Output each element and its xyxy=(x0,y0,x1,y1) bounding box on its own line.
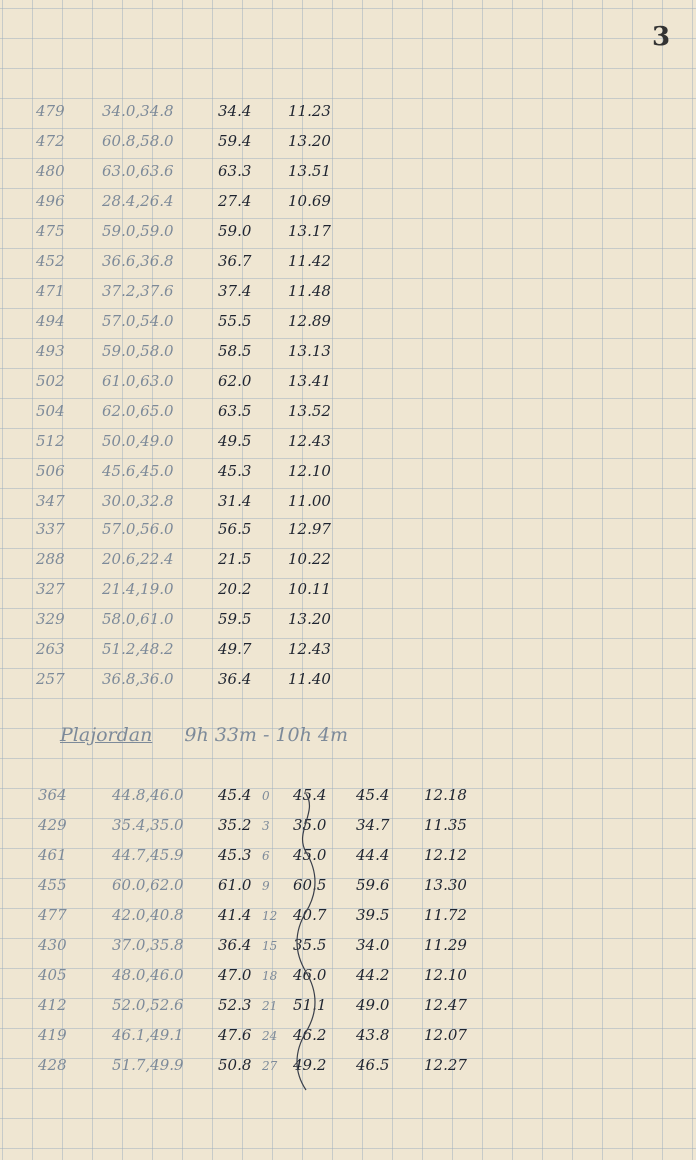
result-value: 12.27 xyxy=(424,1056,467,1074)
table-row xyxy=(0,372,696,396)
result-value: 12.12 xyxy=(424,846,467,864)
readings: 62.0,65.0 xyxy=(102,402,174,420)
specimen-id: 496 xyxy=(36,192,65,210)
specimen-id: 405 xyxy=(38,966,67,984)
result-value: 10.69 xyxy=(288,192,331,210)
mean-value: 45.4 xyxy=(218,786,252,804)
specimen-id: 480 xyxy=(36,162,65,180)
specimen-id: 475 xyxy=(36,222,65,240)
time-index: 0 xyxy=(262,789,270,803)
corrected-value: 46.0 xyxy=(293,966,327,984)
readings: 44.7,45.9 xyxy=(112,846,184,864)
readings: 51.7,49.9 xyxy=(112,1056,184,1074)
result-value: 12.47 xyxy=(424,996,467,1014)
table-row xyxy=(0,906,696,930)
result-value: 11.00 xyxy=(288,492,331,510)
result-value: 10.11 xyxy=(288,580,331,598)
specimen-id: 493 xyxy=(36,342,65,360)
readings: 51.2,48.2 xyxy=(102,640,174,658)
specimen-id: 472 xyxy=(36,132,65,150)
corrected-value: 51.1 xyxy=(293,996,327,1014)
table-row xyxy=(0,162,696,186)
corrected-value: 46.2 xyxy=(293,1026,327,1044)
readings: 36.8,36.0 xyxy=(102,670,174,688)
adjusted-value: 44.4 xyxy=(356,846,390,864)
readings: 58.0,61.0 xyxy=(102,610,174,628)
mean-value: 47.0 xyxy=(218,966,252,984)
table-row xyxy=(0,402,696,426)
table-row xyxy=(0,786,696,810)
result-value: 13.20 xyxy=(288,610,331,628)
mean-value: 63.3 xyxy=(218,162,252,180)
table-row xyxy=(0,966,696,990)
specimen-id: 452 xyxy=(36,252,65,270)
corrected-value: 35.0 xyxy=(293,816,327,834)
mean-value: 50.8 xyxy=(218,1056,252,1074)
mean-value: 37.4 xyxy=(218,282,252,300)
result-value: 11.29 xyxy=(424,936,467,954)
table-row xyxy=(0,192,696,216)
table-row xyxy=(0,996,696,1020)
readings: 60.0,62.0 xyxy=(112,876,184,894)
result-value: 11.42 xyxy=(288,252,331,270)
specimen-id: 502 xyxy=(36,372,65,390)
mean-value: 45.3 xyxy=(218,846,252,864)
mean-value: 59.0 xyxy=(218,222,252,240)
specimen-id: 327 xyxy=(36,580,65,598)
corrected-value: 45.4 xyxy=(293,786,327,804)
time-index: 12 xyxy=(262,909,278,923)
readings: 37.0,35.8 xyxy=(112,936,184,954)
result-value: 11.35 xyxy=(424,816,467,834)
adjusted-value: 39.5 xyxy=(356,906,390,924)
result-value: 12.43 xyxy=(288,640,331,658)
adjusted-value: 44.2 xyxy=(356,966,390,984)
table-row xyxy=(0,222,696,246)
table-row xyxy=(0,610,696,634)
mean-value: 49.7 xyxy=(218,640,252,658)
readings: 52.0,52.6 xyxy=(112,996,184,1014)
result-value: 12.10 xyxy=(424,966,467,984)
table-row xyxy=(0,816,696,840)
mean-value: 59.4 xyxy=(218,132,252,150)
readings: 59.0,58.0 xyxy=(102,342,174,360)
table-row xyxy=(0,252,696,276)
readings: 20.6,22.4 xyxy=(102,550,174,568)
table-row xyxy=(0,876,696,900)
table-row xyxy=(0,462,696,486)
result-value: 11.48 xyxy=(288,282,331,300)
result-value: 11.23 xyxy=(288,102,331,120)
readings: 63.0,63.6 xyxy=(102,162,174,180)
specimen-id: 504 xyxy=(36,402,65,420)
mean-value: 27.4 xyxy=(218,192,252,210)
table-row xyxy=(0,936,696,960)
result-value: 13.41 xyxy=(288,372,331,390)
table-row xyxy=(0,342,696,366)
section-heading xyxy=(60,724,348,746)
readings: 35.4,35.0 xyxy=(112,816,184,834)
mean-value: 36.4 xyxy=(218,936,252,954)
specimen-id: 329 xyxy=(36,610,65,628)
adjusted-value: 46.5 xyxy=(356,1056,390,1074)
mean-value: 47.6 xyxy=(218,1026,252,1044)
table-row xyxy=(0,102,696,126)
specimen-id: 429 xyxy=(38,816,67,834)
specimen-id: 428 xyxy=(38,1056,67,1074)
readings: 45.6,45.0 xyxy=(102,462,174,480)
readings: 60.8,58.0 xyxy=(102,132,174,150)
table-row xyxy=(0,550,696,574)
mean-value: 56.5 xyxy=(218,520,252,538)
specimen-id: 347 xyxy=(36,492,65,510)
specimen-id: 257 xyxy=(36,670,65,688)
mean-value: 55.5 xyxy=(218,312,252,330)
result-value: 11.40 xyxy=(288,670,331,688)
mean-value: 61.0 xyxy=(218,876,252,894)
specimen-id: 263 xyxy=(36,640,65,658)
adjusted-value: 49.0 xyxy=(356,996,390,1014)
table-row xyxy=(0,492,696,516)
specimen-id: 419 xyxy=(38,1026,67,1044)
mean-value: 59.5 xyxy=(218,610,252,628)
specimen-id: 477 xyxy=(38,906,67,924)
result-value: 13.20 xyxy=(288,132,331,150)
table-row xyxy=(0,432,696,456)
corrected-value: 35.5 xyxy=(293,936,327,954)
mean-value: 49.5 xyxy=(218,432,252,450)
readings: 50.0,49.0 xyxy=(102,432,174,450)
result-value: 12.89 xyxy=(288,312,331,330)
result-value: 13.52 xyxy=(288,402,331,420)
table-row xyxy=(0,132,696,156)
mean-value: 36.7 xyxy=(218,252,252,270)
specimen-id: 412 xyxy=(38,996,67,1014)
readings: 30.0,32.8 xyxy=(102,492,174,510)
result-value: 13.17 xyxy=(288,222,331,240)
mean-value: 62.0 xyxy=(218,372,252,390)
page-number: 3 xyxy=(652,22,671,52)
result-value: 11.72 xyxy=(424,906,467,924)
corrected-value: 40.7 xyxy=(293,906,327,924)
time-index: 9 xyxy=(262,879,270,893)
time-index: 3 xyxy=(262,819,270,833)
result-value: 13.30 xyxy=(424,876,467,894)
table-row xyxy=(0,580,696,604)
time-index: 6 xyxy=(262,849,270,863)
readings: 61.0,63.0 xyxy=(102,372,174,390)
result-value: 10.22 xyxy=(288,550,331,568)
readings: 46.1,49.1 xyxy=(112,1026,184,1044)
result-value: 12.10 xyxy=(288,462,331,480)
table-row xyxy=(0,520,696,544)
mean-value: 41.4 xyxy=(218,906,252,924)
readings: 42.0,40.8 xyxy=(112,906,184,924)
readings: 57.0,54.0 xyxy=(102,312,174,330)
mean-value: 58.5 xyxy=(218,342,252,360)
table-row xyxy=(0,640,696,664)
table-row xyxy=(0,282,696,306)
mean-value: 34.4 xyxy=(218,102,252,120)
specimen-id: 479 xyxy=(36,102,65,120)
adjusted-value: 59.6 xyxy=(356,876,390,894)
corrected-value: 60.5 xyxy=(293,876,327,894)
adjusted-value: 45.4 xyxy=(356,786,390,804)
specimen-id: 364 xyxy=(38,786,67,804)
adjusted-value: 43.8 xyxy=(356,1026,390,1044)
mean-value: 63.5 xyxy=(218,402,252,420)
mean-value: 31.4 xyxy=(218,492,252,510)
corrected-value: 45.0 xyxy=(293,846,327,864)
table-row xyxy=(0,846,696,870)
specimen-id: 430 xyxy=(38,936,67,954)
mean-value: 36.4 xyxy=(218,670,252,688)
table-row xyxy=(0,1056,696,1080)
readings: 28.4,26.4 xyxy=(102,192,174,210)
table-row xyxy=(0,312,696,336)
heading-time: 9h 33m - 10h 4m xyxy=(184,724,348,746)
specimen-id: 512 xyxy=(36,432,65,450)
adjusted-value: 34.7 xyxy=(356,816,390,834)
mean-value: 20.2 xyxy=(218,580,252,598)
mean-value: 21.5 xyxy=(218,550,252,568)
specimen-id: 337 xyxy=(36,520,65,538)
specimen-id: 461 xyxy=(38,846,67,864)
specimen-id: 471 xyxy=(36,282,65,300)
readings: 48.0,46.0 xyxy=(112,966,184,984)
result-value: 12.18 xyxy=(424,786,467,804)
result-value: 12.43 xyxy=(288,432,331,450)
readings: 34.0,34.8 xyxy=(102,102,174,120)
table-row xyxy=(0,670,696,694)
specimen-id: 455 xyxy=(38,876,67,894)
mean-value: 45.3 xyxy=(218,462,252,480)
specimen-id: 506 xyxy=(36,462,65,480)
readings: 57.0,56.0 xyxy=(102,520,174,538)
readings: 21.4,19.0 xyxy=(102,580,174,598)
specimen-id: 288 xyxy=(36,550,65,568)
result-value: 13.51 xyxy=(288,162,331,180)
readings: 59.0,59.0 xyxy=(102,222,174,240)
mean-value: 35.2 xyxy=(218,816,252,834)
specimen-id: 494 xyxy=(36,312,65,330)
result-value: 12.07 xyxy=(424,1026,467,1044)
corrected-value: 49.2 xyxy=(293,1056,327,1074)
wavy-line-mark xyxy=(292,792,332,1092)
time-index: 24 xyxy=(262,1029,278,1043)
time-index: 18 xyxy=(262,969,278,983)
table-row xyxy=(0,1026,696,1050)
time-index: 15 xyxy=(262,939,278,953)
readings: 44.8,46.0 xyxy=(112,786,184,804)
readings: 36.6,36.8 xyxy=(102,252,174,270)
readings: 37.2,37.6 xyxy=(102,282,174,300)
mean-value: 52.3 xyxy=(218,996,252,1014)
adjusted-value: 34.0 xyxy=(356,936,390,954)
heading-name: Plajordan xyxy=(60,724,153,746)
time-index: 21 xyxy=(262,999,278,1013)
time-index: 27 xyxy=(262,1059,278,1073)
result-value: 12.97 xyxy=(288,520,331,538)
result-value: 13.13 xyxy=(288,342,331,360)
